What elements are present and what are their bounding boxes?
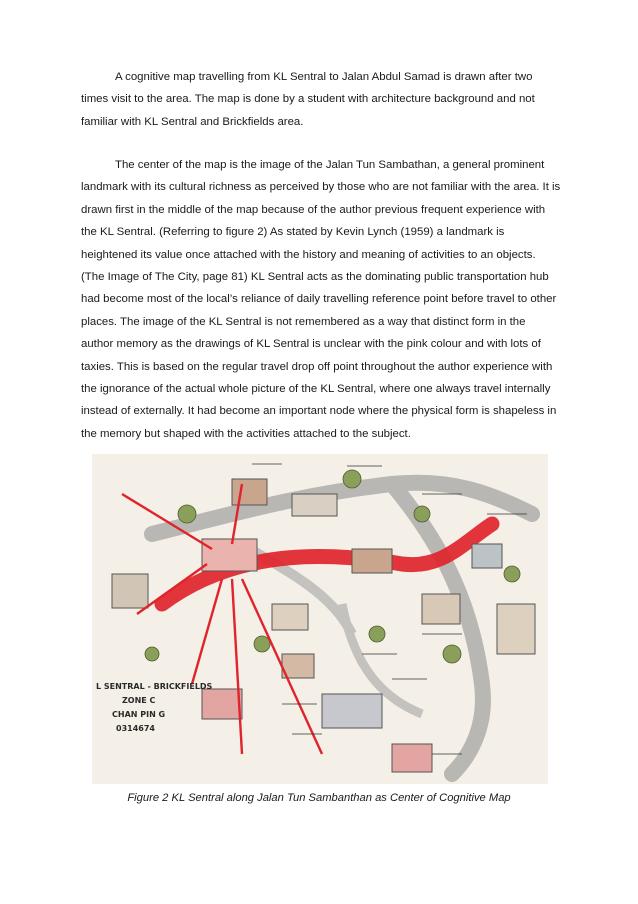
text-line: author memory as the drawings of KL Sentral is unclear with the pink colour and with lots of (81, 338, 541, 351)
signature-line: CHAN PIN G (112, 710, 166, 719)
text-line: familiar with KL Sentral and Brickfields area. (81, 115, 304, 128)
text-line: instead of externally. It had become an important node where the physical form is shapeless in (81, 405, 557, 418)
paragraph-center-of-map (81, 154, 561, 445)
text-line: (The Image of The City, page 81) KL Sentral acts as the dominating public transportation hub (81, 271, 549, 284)
text-line: the memory but shaped with the activities attached to the subject. (81, 427, 411, 440)
text-line: taxies. This is based on the regular travel drop off point throughout the author experience with (81, 360, 553, 373)
text-line: heightened its value once attached with the history and meaning of activities to an objects. (81, 248, 536, 261)
text-line: The center of the map is the image of the Jalan Tun Sambathan, a general prominent (115, 159, 545, 171)
text-line: landmark with its cultural richness as perceived by those who are not familiar with the area. It is (81, 181, 561, 194)
text-line: the KL Sentral. (Referring to figure 2) As stated by Kevin Lynch (1959) a landmark is (81, 226, 505, 239)
signature-line: 0314674 (116, 724, 155, 733)
figure-caption: Figure 2 KL Sentral along Jalan Tun Sambanthan as Center of Cognitive Map (127, 792, 511, 804)
text-line: times visit to the area. The map is done by a student with architecture background and not (81, 93, 535, 106)
signature-line: ZONE C (122, 696, 156, 705)
signature-line: L SENTRAL - BRICKFIELDS (96, 682, 213, 691)
text-line: had become most of the local’s reliance of daily travelling reference point before travel to other (81, 293, 557, 306)
text-line: places. The image of the KL Sentral is not remembered as a way that distinct form in the (81, 315, 526, 328)
cognitive-map-sketch (92, 454, 548, 784)
cognitive-map-figure (92, 454, 548, 784)
text-line: the ignorance of the actual whole picture of the KL Sentral, where one always travel internally (81, 383, 551, 396)
text-line: A cognitive map travelling from KL Sentral to Jalan Abdul Samad is drawn after two (115, 71, 533, 83)
text-line: drawn first in the middle of the map because of the author previous frequent experience with (81, 203, 546, 216)
paragraph-intro (81, 66, 547, 133)
